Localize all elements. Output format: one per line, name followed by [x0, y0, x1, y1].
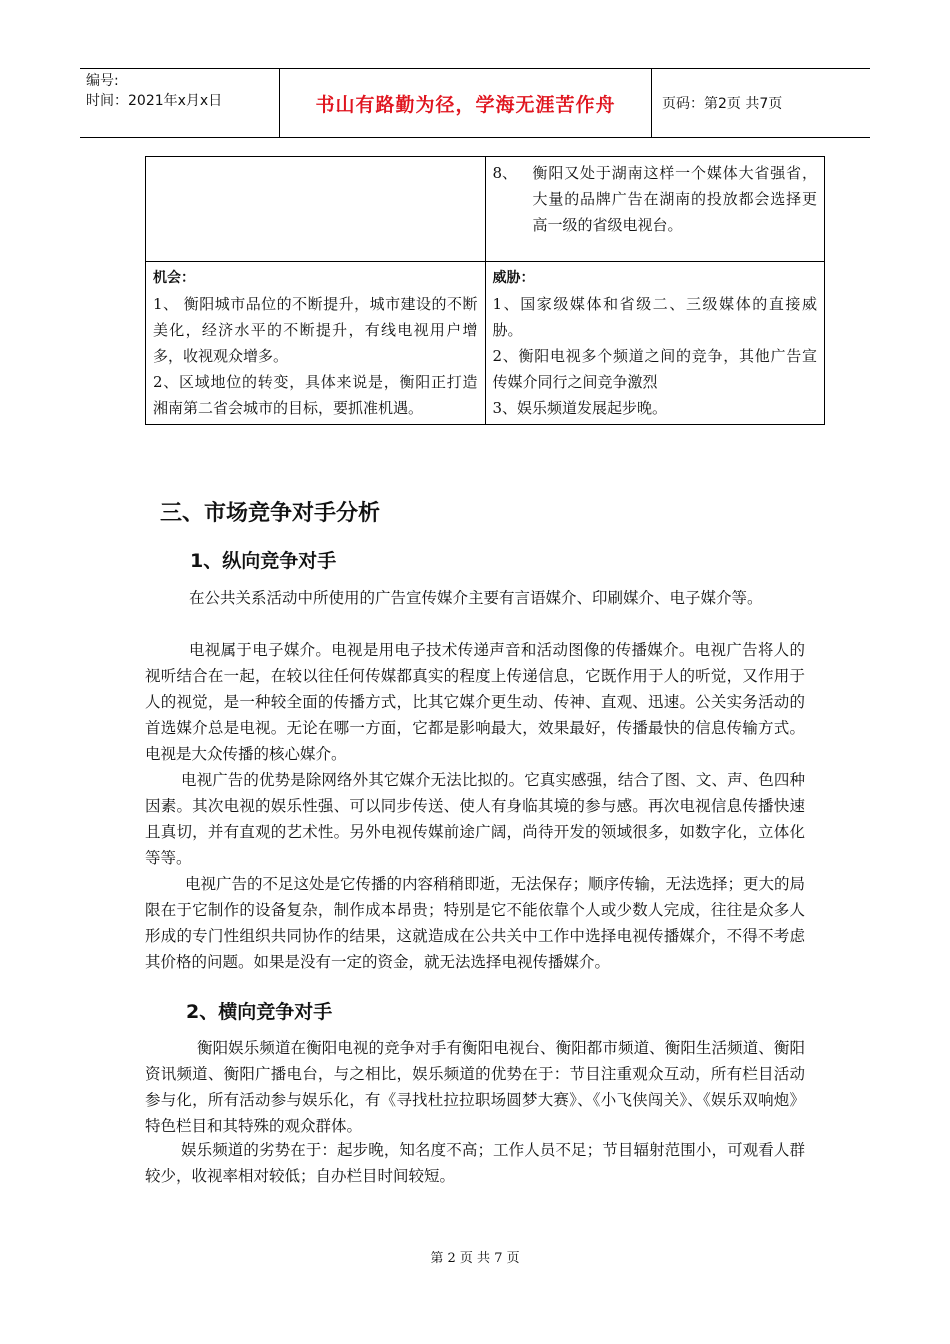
paragraph: 电视属于电子媒介。电视是用电子技术传递声音和活动图像的传播媒介。电视广告将人的视听结合在一起，在较以往任何传媒都真实的程度上传递信息，它既作用于人的听觉，又作用于人的视觉，是一种较全面的传播方式，比其它媒介更生动、传神、直观、迅速。公关实务活动的首选媒介总是电视。无论在哪一方面，它都是影响最大，效果最好，传播最快的信息传输方式。电视是大众传播的核心媒介。	[145, 641, 805, 763]
threats-title: 威胁：	[492, 270, 535, 286]
table-row	[146, 262, 825, 425]
list-item	[493, 160, 818, 238]
doc-number-label: 编号:	[86, 73, 119, 89]
paragraph: 电视广告的优势是除网络外其它媒介无法比拟的。它真实感强，结合了图、文、声、色四种因素。其次电视的娱乐性强、可以同步传送、使人有身临其境的参与感。再次电视信息传播快速且真切，并有直观的艺术性。另外电视传媒前途广阔，尚待开发的领域很多，如数字化，立体化等等。	[145, 771, 805, 867]
paragraph: 电视广告的不足这处是它传播的内容稍稍即逝，无法保存；顺序传输，无法选择；更大的局限在于它制作的设备复杂，制作成本昂贵；特别是它不能依靠个人或少数人完成，往往是众多人形成的专门性组织共同协作的结果，这就造成在公共关中工作中选择电视传播媒介，不得不考虑其价格的问题。如果是没有一定的资金，就无法选择电视传播媒介。	[145, 875, 806, 971]
paragraph: 衡阳娱乐频道在衡阳电视的竞争对手有衡阳电视台、衡阳都市频道、衡阳生活频道、衡阳资讯频道、衡阳广播电台，与之相比，娱乐频道的优势在于：节目注重观众互动，所有栏目活动参与化，所有活动参与娱乐化，有《寻找杜拉拉职场圆梦大赛》、《小飞侠闯关》、《娱乐双响炮》特色栏目和其特殊的观众群体。	[145, 1039, 805, 1135]
list-item: 3、娱乐频道发展起步晚。	[492, 399, 668, 417]
paragraph: 娱乐频道的劣势在于：起步晚，知名度不高；工作人员不足；节目辐射范围小，可观看人群较少，收视率相对较低；自办栏目时间较短。	[145, 1141, 805, 1185]
header-page-info: 页码：第2页 共7页	[662, 96, 783, 112]
page-footer: 第 2 页 共 7 页	[430, 1251, 520, 1266]
swot-table	[145, 156, 825, 425]
list-item: 1、国家级媒体和省级二、三级媒体的直接威胁。	[492, 295, 817, 339]
section-title: 三、市场竞争对手分析	[160, 501, 381, 526]
list-item-number: 8、	[492, 164, 518, 182]
paragraph: 在公共关系活动中所使用的广告宣传媒介主要有言语媒介、印刷媒介、电子媒介等。	[189, 589, 763, 607]
list-item-text: 衡阳又处于湖南这样一个媒体大省强省，大量的品牌广告在湖南的投放都会选择更高一级的省级电视台。	[532, 164, 817, 234]
table-cell-empty	[146, 157, 486, 262]
list-item: 2、区域地位的转变，具体来说是，衡阳正打造湘南第二省会城市的目标，要抓准机遇。	[153, 373, 478, 417]
table-cell-weakness-8	[485, 157, 825, 262]
table-row	[146, 157, 825, 262]
subsection-title-vertical: 1、纵向竞争对手	[190, 550, 337, 572]
page-header	[80, 68, 870, 138]
header-motto: 书山有路勤为径，学海无涯苦作舟	[280, 69, 652, 137]
list-item: 1、 衡阳城市品位的不断提升，城市建设的不断美化，经济水平的不断提升，有线电视用户增多，收视观众增多。	[153, 295, 478, 365]
header-meta	[80, 69, 280, 137]
doc-time-label: 时间：2021年x月x日	[86, 93, 223, 109]
threats-cell	[485, 262, 825, 425]
list-item: 2、衡阳电视多个频道之间的竞争，其他广告宣传媒介同行之间竞争激烈	[492, 347, 817, 391]
subsection-title-horizontal: 2、横向竞争对手	[186, 1001, 333, 1023]
opportunities-cell	[146, 262, 486, 425]
opportunities-title: 机会：	[153, 270, 195, 286]
